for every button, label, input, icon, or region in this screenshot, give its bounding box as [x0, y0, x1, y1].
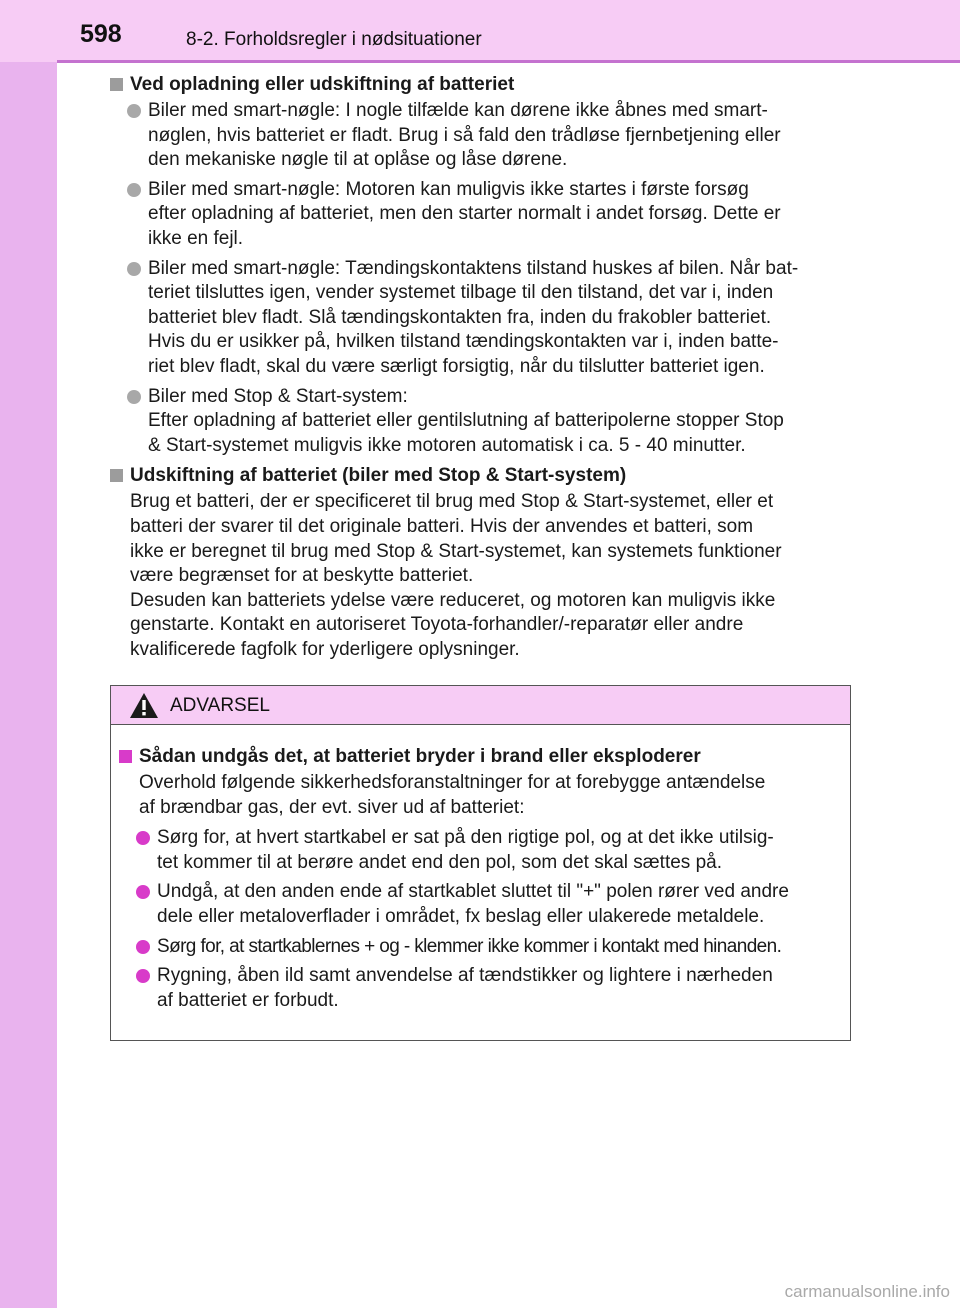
text-line: genstarte. Kontakt en autoriseret Toyota-forhandler/-reparatør eller andre: [130, 614, 744, 636]
text-line: Biler med Stop & Start-system:: [148, 385, 408, 407]
text-line: & Start-systemet muligvis ikke motoren automatisk i ca. 5 - 40 minutter.: [148, 434, 746, 456]
warning-intro: [119, 771, 845, 820]
warning-title: ADVARSEL: [170, 695, 270, 716]
circle-bullet-icon: [127, 183, 141, 197]
square-bullet-icon: [110, 469, 123, 482]
text-line: teriet tilsluttes igen, vender systemet tilbage til den tilstand, det var i, inden: [148, 282, 774, 304]
section-heading: [110, 72, 852, 97]
section-heading-text: Udskiftning af batteriet (biler med Stop & Start-system): [130, 465, 627, 487]
text-line: dele eller metaloverflader i området, fx beslag eller ulakerede metaldele.: [157, 905, 765, 927]
paragraph: [110, 490, 852, 662]
text-line: Rygning, åben ild samt anvendelse af tændstikker og lightere i nærheden: [157, 965, 773, 987]
text-line: Desuden kan batteriets ydelse være reduceret, og motoren kan muligvis ikke: [130, 589, 776, 611]
text-line: Brug et batteri, der er specificeret til brug med Stop & Start-systemet, eller et: [130, 491, 774, 513]
main-content: [110, 72, 852, 662]
text-line: Sørg for, at startkablernes + og - klemmer ikke kommer i kontakt med hinanden.: [157, 935, 782, 957]
square-bullet-icon: [110, 78, 123, 91]
text-line: batteri der svarer til det originale batteri. Hvis der anvendes et batteri, som: [130, 515, 754, 537]
text-line: riet blev fladt, skal du være særligt forsigtig, når du tilslutter batteriet igen.: [148, 355, 765, 377]
circle-bullet-icon: [136, 969, 150, 983]
section-heading: [110, 463, 852, 488]
text-line: Biler med smart-nøgle: Tændingskontaktens tilstand huskes af bilen. Når bat-: [148, 257, 799, 279]
warning-body: [119, 744, 845, 1018]
warning-box: [110, 685, 851, 1041]
text-line: batteriet blev fladt. Slå tændingskontakten fra, inden du frakobler batteriet.: [148, 306, 772, 328]
page-number: 598: [80, 20, 122, 48]
text-line: Biler med smart-nøgle: I nogle tilfælde kan dørene ikke åbnes med smart-: [148, 100, 768, 121]
text-line: ikke er beregnet til brug med Stop & Start-systemet, kan systemets funktioner: [130, 540, 782, 562]
warning-triangle-icon: [129, 692, 159, 719]
text-line: kvalificerede fagfolk for yderligere oplysninger.: [130, 638, 520, 660]
warning-list-item: [119, 826, 845, 875]
header-rule: [57, 60, 960, 63]
text-line: efter opladning af batteriet, men den starter normalt i andet forsøg. Dette er: [148, 203, 781, 225]
warning-list-item: [119, 935, 845, 960]
text-line: Biler med smart-nøgle: Motoren kan muligvis ikke startes i første forsøg: [148, 178, 749, 200]
text-line: tet kommer til at berøre andet end den pol, som det skal sættes på.: [157, 851, 722, 873]
circle-bullet-icon: [136, 940, 150, 954]
text-line: Overhold følgende sikkerhedsforanstaltninger for at forebygge antændelse: [139, 772, 766, 793]
watermark-text: carmanualsonline.info: [784, 1282, 950, 1301]
circle-bullet-icon: [127, 104, 141, 118]
text-line: den mekaniske nøgle til at oplåse og låse dørene.: [148, 149, 568, 171]
text-line: af brændbar gas, der evt. siver ud af batteriet:: [139, 796, 525, 818]
text-line: nøglen, hvis batteriet er fladt. Brug i så fald den trådløse fjernbetjening eller: [148, 124, 781, 146]
chapter-title: 8-2. Forholdsregler i nødsituationer: [186, 29, 482, 50]
list-item: [110, 178, 852, 252]
circle-bullet-icon: [136, 885, 150, 899]
list-item: [110, 385, 852, 459]
text-line: Undgå, at den anden ende af startkablet sluttet til "+" polen rører ved andre: [157, 881, 789, 903]
circle-bullet-icon: [127, 390, 141, 404]
warning-header: [111, 686, 850, 725]
text-line: Hvis du er usikker på, hvilken tilstand tændingskontakten var i, inden batte-: [148, 331, 779, 353]
text-line: være begrænset for at beskytte batteriet.: [130, 565, 474, 587]
warning-heading: [119, 744, 845, 769]
warning-heading-text: Sådan undgås det, at batteriet bryder i brand eller eksploderer: [139, 746, 701, 767]
circle-bullet-icon: [136, 831, 150, 845]
text-line: Efter opladning af batteriet eller gentilslutning af batteripolerne stopper Stop: [148, 410, 784, 432]
text-line: af batteriet er forbudt.: [157, 989, 339, 1011]
section-heading-text: Ved opladning eller udskiftning af batteriet: [130, 74, 515, 95]
text-line: ikke en fejl.: [148, 227, 244, 249]
circle-bullet-icon: [127, 262, 141, 276]
list-item: [110, 99, 852, 173]
text-line: Sørg for, at hvert startkabel er sat på den rigtige pol, og at det ikke utilsig-: [157, 827, 774, 849]
list-item: [110, 257, 852, 380]
square-bullet-icon: [119, 750, 132, 763]
side-band: [0, 0, 57, 1308]
warning-list-item: [119, 964, 845, 1013]
warning-list-item: [119, 880, 845, 929]
